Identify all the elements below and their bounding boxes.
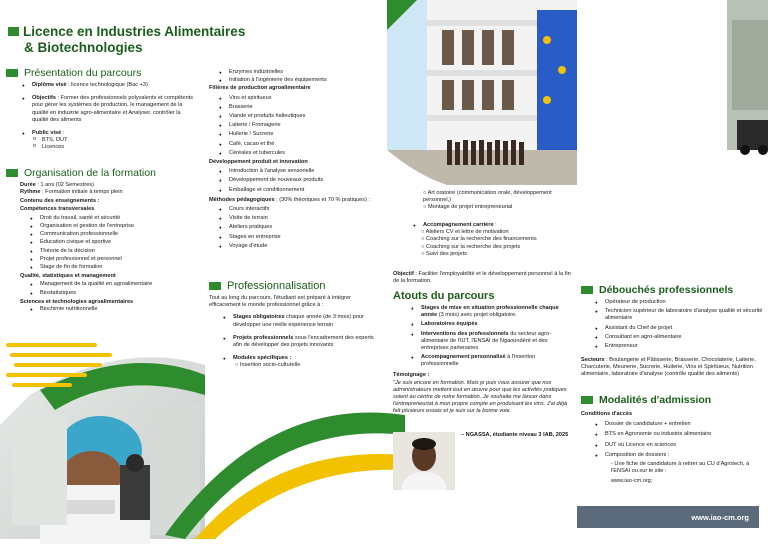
testimonial-author: – NGASSA, étudiante niveau 3 IAB, 2025: [461, 432, 569, 438]
page-title: Licence en Industries Alimentaires & Biotechnologies: [8, 24, 245, 56]
list-item: ● Assistant du Chef de projet: [591, 325, 763, 332]
presentation-body: ● Diplôme visé : licence technologique (Bac +3) ● Objectifs : Former des professionnels polyvalents et compétents pour gérer les systèmes de production, le management de la qualité en industrie agro-alimentaire et Analyser, contrôler la qualité des aliments ● Public visé : o BTS, DUT o Licences: [18, 82, 196, 151]
col3-top: ○ Art oratoire (communication orale, développement personnel,) ○ Montage de projet entrepreneurial: [423, 190, 552, 211]
professionnalisation-body: Tout au long du parcours, l'étudiant est préparé à intégrer efficacement le monde professionnel grâce à : ● Stages obligatoires chaque année (de 3 mois) pour développer une réelle expérience terrain ● Projets professionnels sous l'encadrement des experts afin de développer des projets innovants ● Modules spécifiques : ○ Insertion socio-culturelle: [209, 295, 383, 370]
conditions: Conditions d'accès ● Dossier de candidature + entretien ● BTS en Agronomie ou industrie alimentaire ● DUT ou Licence en sciences ● Composition de dossiers : - Une fiche de candidature à retirer au CU d'Agrotech, à l'ENSAI ou sur le site : www.iao-cm.org;: [581, 411, 763, 486]
footer-url[interactable]: www.iao-cm.org: [577, 506, 759, 528]
panel-3: [387, 0, 577, 539]
secteurs: Secteurs : Boulangerie et Pâtisserie, Brasserie, Chocolaterie, Laiterie, Charcuterie, Meunerie, Sucrerie, Huilerie, Vins et Spiritueux, Nutrition alimentaire, laboratoire d'analyse (contrôle qualité des aliments): [581, 357, 756, 377]
list-item: ● Entrepreneur: [591, 343, 763, 350]
lab-photo: [0, 335, 205, 539]
list-item: o Licences: [18, 144, 196, 151]
objectif: Objectif : Faciliter l'employabilité et le développement personnel à la fin de la formation.: [393, 271, 571, 285]
modalites-heading: Modalités d'admission: [581, 394, 711, 406]
top-right-photo: [577, 0, 768, 160]
organisation-heading: Organisation de la formation: [6, 167, 156, 179]
accompagnement: ● Accompagnement carrière : ○ Ateliers CV et lettre de motivation ○ Coaching sur la recherche des financements ○ Coaching sur la recherche des projets ○ Suivi des projets: [409, 222, 573, 258]
list-item: o BTS, DUT: [18, 137, 196, 144]
panel-1: [0, 0, 246, 539]
building-photo: [387, 0, 577, 185]
temoignage: Témoignage : "Je suis encore en formation. Mais je puis vous assurer que nos administrateurs mettent tout en œuvre pour que les activités pratiques soient au centre de notre formation. Je souhaite me lancer dans l'entrepreneuriat à mon propre compte en produisant les vins. J'ai déjà fait plusieurs essais et je suis sur la bonne voie.: [393, 372, 568, 414]
debouches-heading: Débouchés professionnels: [581, 284, 733, 296]
list-item: ● Technicien supérieur de laboratoire d'analyse qualité et sécurité alimentaire: [591, 308, 763, 322]
atouts-heading: Atouts du parcours: [393, 290, 495, 302]
decorative-arcs: [205, 395, 387, 539]
organisation-body: Durée : 1 ans (02 Semestres) Rythme : Formation initiale à temps plein Contenu des enseignements : Compétences transversales ● Droit du travail, santé et sécurité ● Organisation et gestion de l'entreprise ● Communication professionnelle ● Éducation civique et sportive ● Théorie de la décision ● Projet professionnel et personnel ● Stage de fin de formation Qualité, statistiques et management ● Management de la qualité en agroalimentaire ● Biostatistiques Sciences et technologies agroalimentaires ● Biochimie nutritionnelle: [20, 182, 200, 313]
atouts-list: ● Stages de mise en situation professionnelle chaque année (3 mois) avec projet obligatoire. ● Laboratoires équipés ● Interventions des professionnels du secteur agro-alimentaire de l'IUT, l'ENSAI de Ngaoundéré et des entreprises partenaires ● Accompagnement personnalisé à l'insertion professionnelle: [407, 305, 572, 369]
debouches-list: [591, 299, 763, 350]
professionnalisation-heading: Professionnalisation: [209, 280, 325, 292]
panel-4: [577, 0, 768, 539]
list-item: ● Opérateur de production: [591, 299, 763, 306]
presentation-heading: Présentation du parcours: [6, 67, 141, 79]
col2-top: ● Enzymes industrielles ● Initiation à l'ingénierie des équipements Filières de production agroalimentaire ● Vins et spiritueux ● Brasserie ● Viande et produits halieutiques ● Laiterie / Fromagerie ● Huilerie / Sucrerie ● Café, cacao et thé ● Céréales et tubercules Développement produit et innovation ● Introduction à l'analyse sensorielle ● Développement de nouveaux produits ● Emballage et conditionnement Méthodes pédagogiques : (30% théoriques et 70 % pratiques) : ● Cours interactifs ● Visite de terrain ● Ateliers pratiques ● Stages en entreprise ● Voyage d'étude: [209, 69, 384, 250]
list-item: ● Consultant en agro-alimentaire: [591, 334, 763, 341]
student-photo: [393, 432, 455, 490]
panel-2: [205, 0, 387, 539]
